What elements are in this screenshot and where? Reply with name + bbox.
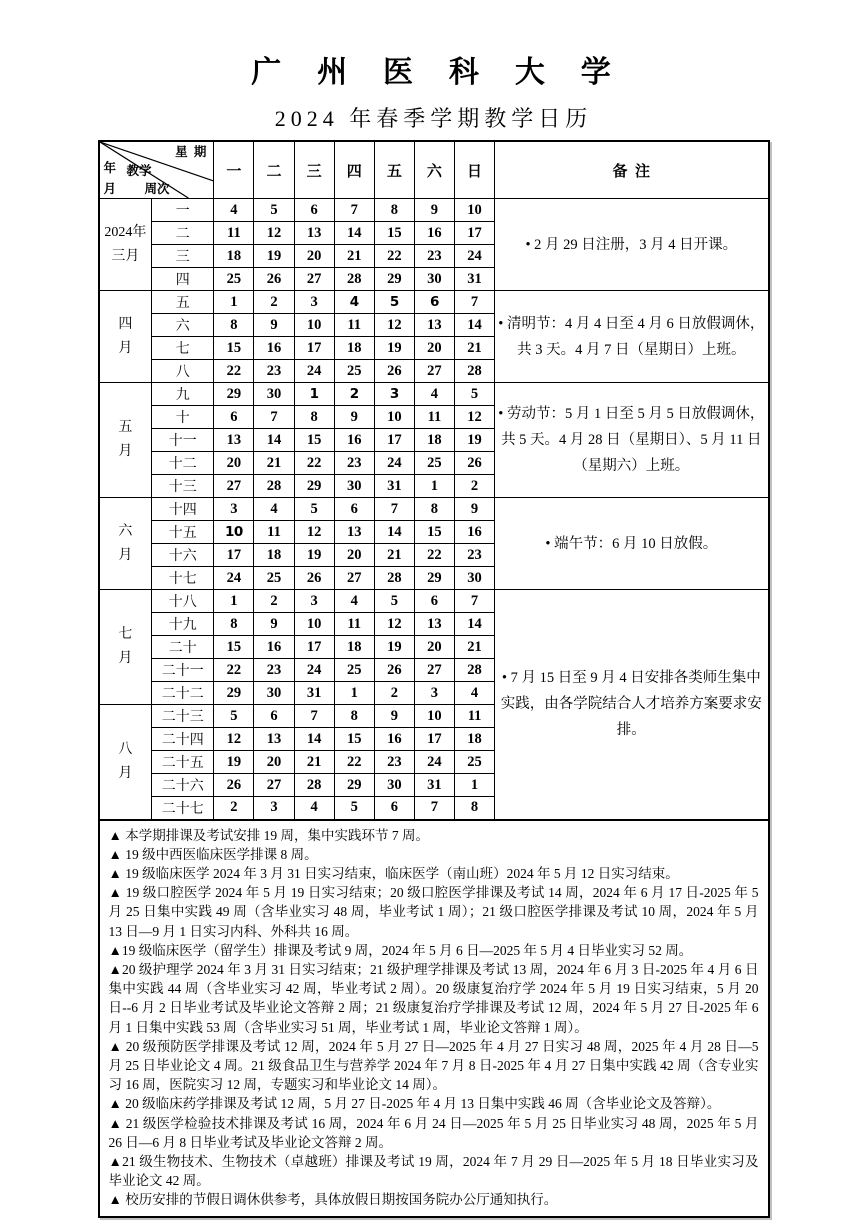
day-header-fri: 五 [374,141,414,199]
date-cell: 15 [374,222,414,245]
date-cell: 7 [334,199,374,222]
date-cell: 10 [294,314,334,337]
date-cell: 7 [254,406,294,429]
date-cell: 22 [414,544,454,567]
teaching-week-number: 二十三 [152,705,214,728]
date-cell: 12 [454,406,494,429]
date-cell: 24 [374,452,414,475]
date-cell: 1 [414,475,454,498]
corner-week-label: 星 期 [175,145,207,159]
teaching-week-number: 十一 [152,429,214,452]
date-cell: 26 [454,452,494,475]
date-cell: 31 [374,475,414,498]
header-row [99,141,769,199]
remark-cell: • 清明节：4 月 4 日至 4 月 6 日放假调休，共 3 天。4 月 7 日（星期日）上班。 [495,291,769,383]
date-cell: 18 [414,429,454,452]
teaching-week-number: 十六 [152,544,214,567]
footnote-item: ▲20 级护理学 2024 年 3 月 31 日实习结束；21 级护理学排课及考试 13 周，2024 年 6 月 3 日-2025 年 4 月 6 日集中实践 44 周（含毕业实习 42 周，毕业考试 2 周）。20 级康复治疗学 2024 年 5 月 19 日实习结束，5 月 20 日--6 月 2 日毕业考试及毕业论文答辩 2 周；21 级康复治疗学排课及考试 12 周，2024 年 5 月 27 日-2025 年 6 月 1 日集中实践 53 周（含毕业实习 51 周，毕业考试 1 周，毕业论文答辩 1 周）。 [108,961,759,1035]
date-cell: 4 [294,797,334,820]
teaching-week-number: 八 [152,360,214,383]
date-cell: 31 [294,682,334,705]
date-cell: 4 [214,199,254,222]
date-cell: 27 [254,774,294,797]
date-cell: 7 [454,590,494,613]
date-cell: 5 [214,705,254,728]
remark-cell: • 7 月 15 日至 9 月 4 日安排各类师生集中实践，由各学院结合人才培养方案要求安排。 [495,590,769,820]
teaching-week-number: 十九 [152,613,214,636]
date-cell: 25 [414,452,454,475]
date-cell: 6 [214,406,254,429]
holiday-date-cell: 10 [214,521,254,544]
date-cell: 14 [334,222,374,245]
date-cell: 13 [414,613,454,636]
date-cell: 25 [214,268,254,291]
date-cell: 3 [254,797,294,820]
date-cell: 19 [374,636,414,659]
date-cell: 24 [294,659,334,682]
date-cell: 30 [414,268,454,291]
date-cell: 13 [414,314,454,337]
date-cell: 6 [254,705,294,728]
teaching-week-number: 三 [152,245,214,268]
date-cell: 7 [454,291,494,314]
date-cell: 17 [414,728,454,751]
page-subtitle: 2024 年春季学期教学日历 [274,106,593,131]
date-cell: 13 [214,429,254,452]
footnote-item: ▲ 本学期排课及考试安排 19 周，集中实践环节 7 周。 [108,827,429,843]
teaching-week-number: 二十 [152,636,214,659]
date-cell: 14 [294,728,334,751]
date-cell: 19 [294,544,334,567]
date-cell: 26 [294,567,334,590]
month-label [99,291,152,383]
holiday-date-cell: 2 [334,383,374,406]
date-cell: 5 [294,498,334,521]
footnote-item: ▲ 19 级中西医临床医学排课 8 周。 [108,846,318,862]
date-cell: 28 [374,567,414,590]
date-cell: 19 [454,429,494,452]
date-cell: 13 [334,521,374,544]
remark-cell: • 2 月 29 日注册，3 月 4 日开课。 [495,199,769,291]
date-cell: 25 [454,751,494,774]
date-cell: 25 [334,659,374,682]
date-cell: 17 [294,337,334,360]
date-cell: 6 [294,199,334,222]
date-cell: 23 [254,360,294,383]
date-cell: 20 [254,751,294,774]
date-cell: 22 [334,751,374,774]
date-cell: 9 [334,406,374,429]
remark-cell: • 端午节：6 月 10 日放假。 [495,498,769,590]
date-cell: 29 [374,268,414,291]
teaching-week-number: 二十七 [152,797,214,820]
date-cell: 17 [294,636,334,659]
date-cell: 29 [294,475,334,498]
date-cell: 18 [454,728,494,751]
date-cell: 1 [214,590,254,613]
date-cell: 30 [254,383,294,406]
date-cell: 20 [294,245,334,268]
date-cell: 18 [214,245,254,268]
date-cell: 6 [374,797,414,820]
month-label [99,199,152,291]
date-cell: 20 [334,544,374,567]
date-cell: 17 [374,429,414,452]
date-cell: 12 [214,728,254,751]
footnotes-box [98,821,770,1218]
date-cell: 28 [454,360,494,383]
month-label-line: 八 [118,741,133,757]
date-cell: 12 [374,613,414,636]
date-cell: 8 [414,498,454,521]
date-cell: 14 [454,314,494,337]
date-cell: 10 [414,705,454,728]
date-cell: 3 [294,291,334,314]
date-cell: 20 [414,636,454,659]
date-cell: 15 [214,636,254,659]
date-cell: 7 [374,498,414,521]
date-cell: 29 [334,774,374,797]
date-cell: 28 [454,659,494,682]
date-cell: 30 [254,682,294,705]
footnote-item: ▲ 19 级口腔医学 2024 年 5 月 19 日实习结束；20 级口腔医学排课及考试 14 周，2024 年 6 月 17 日-2025 年 5 月 25 日集中实践 49 周（含毕业实习 48 周，毕业考试 1 周）；21 级口腔医学排课及考试 10 周，2024 年 5 月 13 日—9 月 1 日实习内科、外科共 16 周。 [108,885,759,939]
date-cell: 13 [294,222,334,245]
date-cell: 18 [334,337,374,360]
date-cell: 11 [334,613,374,636]
date-cell: 17 [214,544,254,567]
teaching-week-number: 二十五 [152,751,214,774]
date-cell: 10 [454,199,494,222]
date-cell: 18 [254,544,294,567]
teaching-week-number: 七 [152,337,214,360]
date-cell: 22 [214,659,254,682]
teaching-week-number: 二十六 [152,774,214,797]
month-label [99,590,152,705]
date-cell: 4 [414,383,454,406]
corner-weeknum-label: 周次 [144,182,170,196]
day-header-tue: 二 [254,141,294,199]
date-cell: 9 [454,498,494,521]
teaching-week-number: 二十四 [152,728,214,751]
date-cell: 22 [374,245,414,268]
date-cell: 23 [414,245,454,268]
date-cell: 20 [414,337,454,360]
month-label [99,498,152,590]
date-cell: 17 [454,222,494,245]
date-cell: 21 [294,751,334,774]
teaching-week-number: 四 [152,268,214,291]
teaching-week-number: 十八 [152,590,214,613]
date-cell: 22 [294,452,334,475]
teaching-week-number: 十七 [152,567,214,590]
date-cell: 8 [334,705,374,728]
date-cell: 2 [454,475,494,498]
day-header-wed: 三 [294,141,334,199]
date-cell: 21 [334,245,374,268]
teaching-week-number: 十二 [152,452,214,475]
month-label-line: 2024年 [104,224,147,240]
footnote-item: ▲19 级临床医学（留学生）排课及考试 9 周，2024 年 5 月 6 日—2025 年 5 月 4 日毕业实习 52 周。 [108,942,693,958]
date-cell: 4 [334,590,374,613]
month-label-line: 六 [118,523,133,539]
holiday-date-cell: 3 [374,383,414,406]
date-cell: 4 [254,498,294,521]
date-cell: 12 [254,222,294,245]
date-cell: 29 [414,567,454,590]
calendar-sheet [98,140,770,1218]
date-cell: 3 [414,682,454,705]
month-label-line: 月 [118,765,133,781]
date-cell: 8 [294,406,334,429]
date-cell: 2 [374,682,414,705]
date-cell: 8 [454,797,494,820]
date-cell: 26 [374,360,414,383]
month-label-line: 四 [118,316,133,332]
week-row [99,590,769,613]
date-cell: 8 [214,314,254,337]
date-cell: 12 [374,314,414,337]
teaching-week-number: 十三 [152,475,214,498]
date-cell: 11 [414,406,454,429]
date-cell: 23 [374,751,414,774]
corner-year-label: 年 [103,161,117,175]
month-label-line: 七 [118,627,133,642]
date-cell: 3 [214,498,254,521]
date-cell: 1 [214,291,254,314]
month-label-line: 月 [118,651,133,666]
date-cell: 5 [454,383,494,406]
date-cell: 2 [254,291,294,314]
date-cell: 5 [254,199,294,222]
date-cell: 15 [214,337,254,360]
date-cell: 11 [454,705,494,728]
date-cell: 24 [294,360,334,383]
teaching-week-number: 二十一 [152,659,214,682]
date-cell: 27 [214,475,254,498]
day-header-sat: 六 [414,141,454,199]
date-cell: 6 [334,498,374,521]
calendar-body [99,199,769,820]
day-header-sun: 日 [454,141,494,199]
date-cell: 14 [374,521,414,544]
date-cell: 9 [254,314,294,337]
date-cell: 1 [454,774,494,797]
date-cell: 28 [334,268,374,291]
month-label-line: 月 [118,340,133,356]
date-cell: 9 [374,705,414,728]
date-cell: 21 [374,544,414,567]
date-cell: 9 [254,613,294,636]
date-cell: 31 [414,774,454,797]
date-cell: 26 [214,774,254,797]
date-cell: 30 [374,774,414,797]
date-cell: 16 [414,222,454,245]
teaching-week-number: 十四 [152,498,214,521]
date-cell: 26 [254,268,294,291]
date-cell: 28 [254,475,294,498]
date-cell: 10 [374,406,414,429]
calendar-table [98,140,770,821]
date-cell: 20 [214,452,254,475]
date-cell: 29 [214,383,254,406]
day-header-thu: 四 [334,141,374,199]
date-cell: 16 [454,521,494,544]
date-cell: 4 [454,682,494,705]
holiday-date-cell: 6 [414,291,454,314]
date-cell: 5 [374,590,414,613]
teaching-week-number: 十 [152,406,214,429]
date-cell: 23 [454,544,494,567]
date-cell: 30 [334,475,374,498]
date-cell: 29 [214,682,254,705]
date-cell: 24 [454,245,494,268]
date-cell: 18 [334,636,374,659]
notes-header: 备 注 [495,141,769,199]
corner-cell [99,141,214,199]
date-cell: 23 [334,452,374,475]
date-cell: 27 [334,567,374,590]
date-cell: 25 [254,567,294,590]
date-cell: 31 [454,268,494,291]
page-title: 广 州 医 科 大 学 [251,55,616,90]
day-header-mon: 一 [214,141,254,199]
holiday-date-cell: 1 [294,383,334,406]
teaching-week-number: 十五 [152,521,214,544]
week-row [99,199,769,222]
date-cell: 27 [414,360,454,383]
month-label-line: 五 [118,420,133,435]
month-label-line: 三月 [111,248,140,264]
date-cell: 3 [294,590,334,613]
date-cell: 16 [254,636,294,659]
teaching-week-number: 六 [152,314,214,337]
date-cell: 16 [334,429,374,452]
footnote-item: ▲ 20 级临床药学排课及考试 12 周，5 月 27 日-2025 年 4 月 13 日集中实践 46 周（含毕业论文及答辩）。 [108,1096,721,1112]
date-cell: 1 [334,682,374,705]
date-cell: 26 [374,659,414,682]
date-cell: 13 [254,728,294,751]
month-label-line: 月 [118,547,133,563]
date-cell: 11 [334,314,374,337]
date-cell: 24 [214,567,254,590]
date-cell: 2 [214,797,254,820]
date-cell: 27 [294,268,334,291]
date-cell: 25 [334,360,374,383]
date-cell: 14 [454,613,494,636]
date-cell: 21 [254,452,294,475]
date-cell: 5 [334,797,374,820]
teaching-week-number: 二 [152,222,214,245]
holiday-date-cell: 5 [374,291,414,314]
date-cell: 16 [374,728,414,751]
holiday-date-cell: 4 [334,291,374,314]
corner-month-label: 月 [103,182,117,196]
week-row [99,383,769,406]
footnote-item: ▲ 校历安排的节假日调休供参考，具体放假日期按国务院办公厅通知执行。 [108,1192,558,1208]
date-cell: 11 [214,222,254,245]
month-label-line: 月 [118,444,133,459]
date-cell: 19 [374,337,414,360]
teaching-week-number: 二十二 [152,682,214,705]
date-cell: 7 [414,797,454,820]
date-cell: 24 [414,751,454,774]
date-cell: 11 [254,521,294,544]
date-cell: 22 [214,360,254,383]
date-cell: 21 [454,636,494,659]
date-cell: 23 [254,659,294,682]
footnote-item: ▲21 级生物技术、生物技术（卓越班）排课及考试 19 周，2024 年 7 月 29 日—2025 年 5 月 18 日毕业实习及毕业论文 42 周。 [108,1153,759,1189]
footnote-item: ▲ 21 级医学检验技术排课及考试 16 周，2024 年 6 月 24 日—2025 年 5 月 25 日毕业实习 48 周，2025 年 5 月 26 日—6 月 8 日毕业考试及毕业论文答辩 2 周。 [108,1115,759,1150]
date-cell: 2 [254,590,294,613]
teaching-week-number: 一 [152,199,214,222]
date-cell: 19 [214,751,254,774]
teaching-week-number: 五 [152,291,214,314]
date-cell: 15 [294,429,334,452]
date-cell: 12 [294,521,334,544]
date-cell: 28 [294,774,334,797]
date-cell: 8 [374,199,414,222]
date-cell: 9 [414,199,454,222]
date-cell: 19 [254,245,294,268]
date-cell: 10 [294,613,334,636]
teaching-week-number: 九 [152,383,214,406]
date-cell: 30 [454,567,494,590]
date-cell: 8 [214,613,254,636]
date-cell: 6 [414,590,454,613]
date-cell: 15 [334,728,374,751]
month-label [99,383,152,498]
date-cell: 7 [294,705,334,728]
date-cell: 16 [254,337,294,360]
month-label [99,705,152,820]
footnote-item: ▲ 19 级临床医学 2024 年 3 月 31 日实习结束，临床医学（南山班）2024 年 5 月 12 日实习结束。 [108,865,679,881]
corner-teaching-label: 教学 [126,164,152,178]
footnote-item: ▲ 20 级预防医学排课及考试 12 周，2024 年 5 月 27 日—2025 年 4 月 27 日实习 48 周，2025 年 4 月 28 日—5 月 25 日毕业论文 4 周。21 级食品卫生与营养学 2024 年 7 月 8 日-2025 年 4 月 27 日集中实践 42 周（含专业实习 16 周，医院实习 12 周，专题实习和毕业论文 14 周）。 [108,1038,759,1093]
remark-cell: • 劳动节：5 月 1 日至 5 月 5 日放假调休，共 5 天。4 月 28 日（星期日）、5 月 11 日（星期六）上班。 [495,383,769,498]
date-cell: 15 [414,521,454,544]
date-cell: 21 [454,337,494,360]
week-row [99,291,769,314]
date-cell: 27 [414,659,454,682]
week-row [99,498,769,521]
date-cell: 14 [254,429,294,452]
